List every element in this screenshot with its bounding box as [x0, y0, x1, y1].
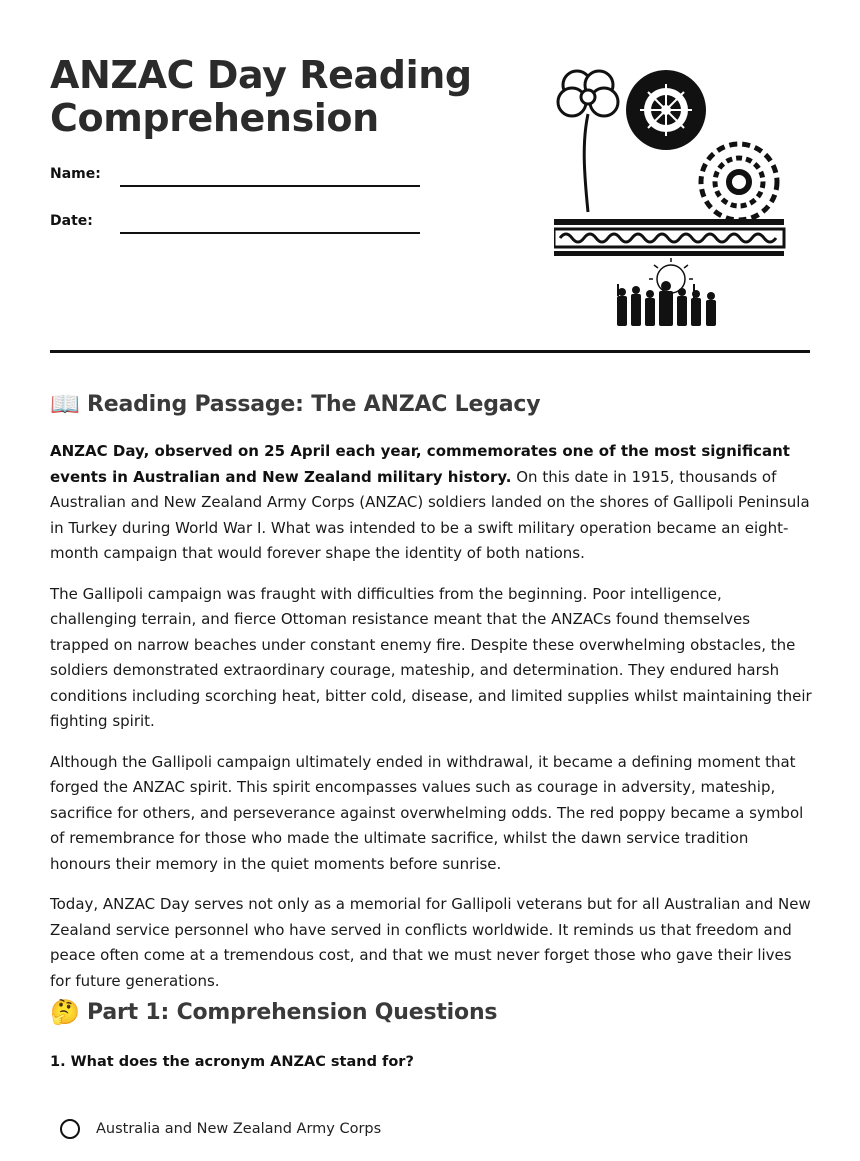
- passage-paragraph-2: The Gallipoli campaign was fraught with difficulties from the beginning. Poor intelligence, challenging terrain, and fierce Ottoman resistance meant that the ANZACs found themselves trapped on narrow beaches under constant enemy fire. Despite these overwhelming obstacles, the soldiers demonstrated extraordinary courage, mateship, and determination. They endured harsh conditions including scorching heat, bitter cold, disease, and limited supplies whilst maintaining their fighting spirit.: [50, 584, 812, 730]
- passage-paragraph-1-text: On this date in 1915, thousands of Australian and New Zealand Army Corps (ANZAC) soldiers landed on the shores of Gallipoli Peninsula in Turkey during World War I. What was intended to be a swift military operation became an eight-month campaign that would forever shape the identity of both nations.: [50, 467, 810, 562]
- outline-poppy-icon: [558, 71, 618, 212]
- date-label: Date:: [50, 213, 93, 229]
- passage-paragraph-3: Although the Gallipoli campaign ultimately ended in withdrawal, it became a defining moment that forged the ANZAC spirit. This spirit encompasses values such as courage in adversity, mateship, sacrifice for others, and perseverance against overwhelming odds. The red poppy became a symbol of remembrance for those who made the ultimate sacrifice, whilst the dawn service tradition honours their memory in the quiet moments before sunrise.: [50, 752, 804, 873]
- decorative-rosette-icon: [701, 144, 777, 220]
- reading-passage: [50, 439, 812, 1009]
- part-1-heading: [50, 997, 497, 1027]
- option-label: Australia and New Zealand Army Corps: [96, 1121, 382, 1137]
- date-input-line[interactable]: [120, 232, 420, 234]
- rising-sun-icon: [649, 258, 693, 293]
- thinking-face-icon: 🤔: [50, 998, 80, 1026]
- passage-lead-sentence: ANZAC Day, observed on 25 April each year, commemorates one of the most significant events in Australian and New Zealand military history.: [50, 442, 790, 486]
- part-1-heading-text: Part 1: Comprehension Questions: [87, 999, 498, 1025]
- question-1-option-a[interactable]: [60, 1119, 381, 1139]
- anzac-illustration: [554, 62, 794, 332]
- radio-button[interactable]: [60, 1119, 80, 1139]
- page-title: ANZAC Day Reading Comprehension: [50, 53, 472, 140]
- worksheet-header: [50, 0, 810, 353]
- date-field[interactable]: [50, 213, 420, 237]
- reading-passage-heading: [50, 389, 540, 419]
- open-book-icon: 📖: [50, 390, 80, 418]
- ornamental-border-icon: [554, 219, 784, 256]
- black-poppy-icon: [626, 70, 706, 150]
- name-input-line[interactable]: [120, 185, 420, 187]
- reading-passage-heading-text: Reading Passage: The ANZAC Legacy: [87, 391, 541, 417]
- question-1: 1. What does the acronym ANZAC stand for?: [50, 1054, 414, 1070]
- name-field[interactable]: [50, 166, 420, 190]
- passage-paragraph-4: Today, ANZAC Day serves not only as a memorial for Gallipoli veterans but for all Australian and New Zealand service personnel who have served in conflicts worldwide. It reminds us that freedom and peace often come at a tremendous cost, and that we must never forget those who gave their lives for future generations.: [50, 895, 811, 990]
- dawn-service-figures-icon: [617, 281, 716, 326]
- name-label: Name:: [50, 166, 101, 182]
- passage-paragraph-1: [50, 439, 812, 567]
